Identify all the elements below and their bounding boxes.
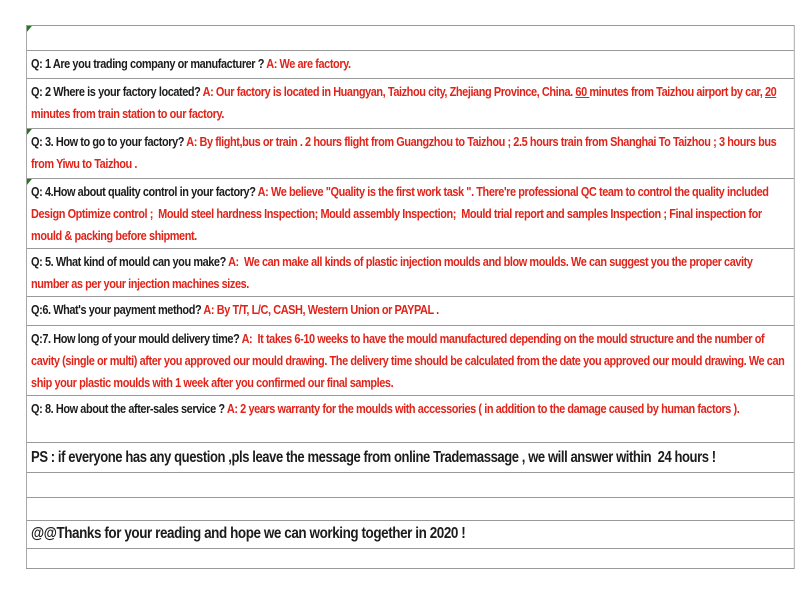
faq-row-q4	[27, 179, 794, 249]
answer-text: minutes from train station to our factory.	[31, 84, 779, 121]
question-text: Q: 3. How to go to your factory?	[31, 134, 187, 149]
question-text: Q:7. How long of your mould delivery time?	[31, 331, 242, 346]
empty-row	[27, 473, 794, 498]
question-text: Q: 4.How about quality control in your factory?	[31, 184, 258, 199]
faq-row-q7	[27, 326, 794, 396]
faq-row-q8	[27, 396, 794, 443]
cell-marker-icon	[27, 129, 32, 135]
answer-text: A: By T/T, L/C, CASH, Western Union or PAYPAL .	[203, 302, 439, 317]
answer-text: A: We believe "Quality is the first work task ". There're professional QC team to control the quality included Design Optimize control ; Mould steel hardness Inspection; Mould assembly Inspection; Mould trial report and samples Inspection ; Final inspection for mould & packing before shipment.	[31, 184, 772, 243]
answer-text: A: We are factory.	[266, 56, 351, 71]
thanks-row	[27, 521, 794, 549]
answer-text: A: 2 years warranty for the moulds with accessories ( in addition to the damage caused by human factors ).	[226, 401, 740, 416]
faq-sheet	[26, 25, 793, 569]
answer-text: 60	[575, 84, 590, 99]
answer-text: minutes from Taizhou airport by car,	[589, 84, 765, 99]
faq-row-q3	[27, 129, 794, 179]
faq-row-q2	[27, 79, 794, 129]
answer-text: A: By flight,bus or train . 2 hours flight from Guangzhou to Taizhou ; 2.5 hours train from Shanghai To Taizhou ; 3 hours bus from Yiwu to Taizhou .	[31, 134, 779, 171]
ps-row	[27, 443, 794, 473]
answer-text: A: We can make all kinds of plastic injection moulds and blow moulds. We can suggest you the proper cavity number as per your injection machines sizes.	[31, 254, 756, 291]
question-text: Q: 2 Where is your factory located?	[31, 84, 203, 99]
question-text: Q: 8. How about the after-sales service ?	[31, 401, 227, 416]
question-text: @@Thanks for your reading and hope we can working together in 2020 !	[31, 525, 466, 542]
empty-row	[27, 549, 794, 568]
answer-text: A: It takes 6-10 weeks to have the mould manufactured depending on the mould structure and the number of cavity (single or multi) after you approved our mould drawing. The delivery time should be calculated from the date you approved our mould drawing. We can ship your plastic moulds with 1 week after you confirmed our final samples.	[31, 331, 788, 390]
cell-marker-icon	[27, 179, 32, 185]
question-text: PS : if everyone has any question ,pls leave the message from online Trademassage , we will answer within 24 hours !	[31, 449, 716, 466]
answer-text: A: Our factory is located in Huangyan, Taizhou city, Zhejiang Province, China.	[202, 84, 576, 99]
question-text: Q: 5. What kind of mould can you make?	[31, 254, 229, 269]
faq-rows	[27, 51, 794, 568]
empty-row	[27, 498, 794, 521]
title-row	[27, 26, 794, 51]
answer-text: 20	[764, 84, 777, 99]
faq-row-q6	[27, 297, 794, 326]
faq-table	[26, 25, 795, 569]
faq-row-q5	[27, 249, 794, 297]
question-text: Q:6. What's your payment method?	[31, 302, 204, 317]
cell-marker-icon	[27, 26, 32, 32]
question-text: Q: 1 Are you trading company or manufacturer ?	[31, 56, 267, 71]
faq-row-q1	[27, 51, 794, 79]
